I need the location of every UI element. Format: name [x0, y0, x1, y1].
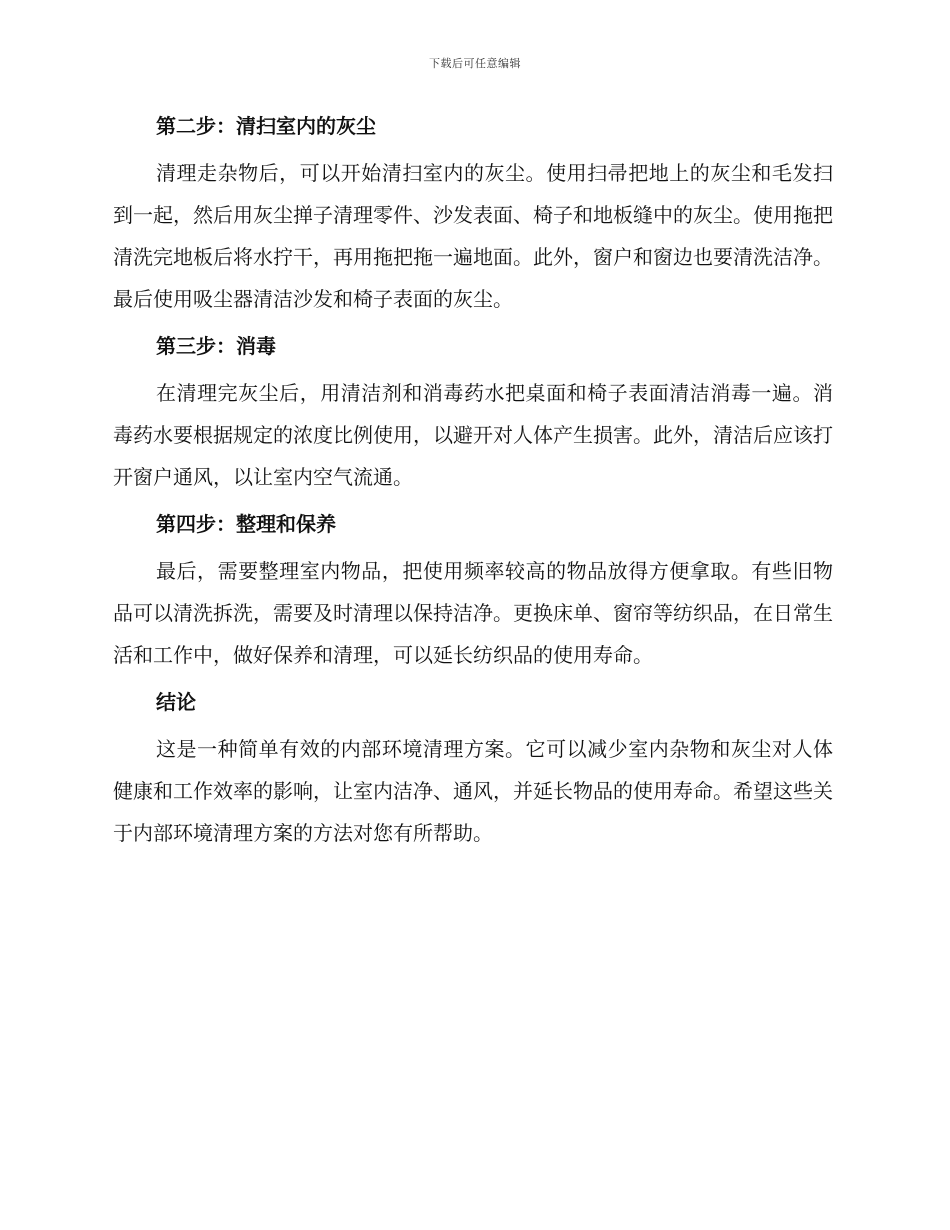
document-content: [113, 108, 833, 862]
section-heading: 第二步：清扫室内的灰尘: [156, 114, 376, 138]
section-step-four: [113, 506, 833, 676]
section-paragraph: 清理走杂物后，可以开始清扫室内的灰尘。使用扫帚把地上的灰尘和毛发扫到一起，然后用灰尘掸子清理零件、沙发表面、椅子和地板缝中的灰尘。使用拖把清洗完地板后将水拧干，再用拖把拖一遍地面。此外，窗户和窗边也要清洗洁净。最后使用吸尘器清洁沙发和椅子表面的灰尘。: [113, 161, 833, 311]
section-heading: 第三步：消毒: [156, 334, 276, 358]
section-paragraph: 最后，需要整理室内物品，把使用频率较高的物品放得方便拿取。有些旧物品可以清洗拆洗，需要及时清理以保持洁净。更换床单、窗帘等纺织品，在日常生活和工作中，做好保养和清理，可以延长纺织品的使用寿命。: [113, 559, 833, 667]
section-step-three: [113, 328, 833, 498]
section-conclusion: [113, 684, 833, 854]
header-note: 下载后可任意编辑: [429, 57, 521, 70]
section-paragraph: 在清理完灰尘后，用清洁剂和消毒药水把桌面和椅子表面清洁消毒一遍。消毒药水要根据规定的浓度比例使用，以避开对人体产生损害。此外，清洁后应该打开窗户通风，以让室内空气流通。: [113, 381, 833, 489]
section-heading: 结论: [156, 690, 196, 714]
section-step-two: [113, 108, 833, 320]
section-heading: 第四步：整理和保养: [156, 512, 336, 536]
section-paragraph: 这是一种简单有效的内部环境清理方案。它可以减少室内杂物和灰尘对人体健康和工作效率的影响，让室内洁净、通风，并延长物品的使用寿命。希望这些关于内部环境清理方案的方法对您有所帮助。: [113, 737, 833, 845]
